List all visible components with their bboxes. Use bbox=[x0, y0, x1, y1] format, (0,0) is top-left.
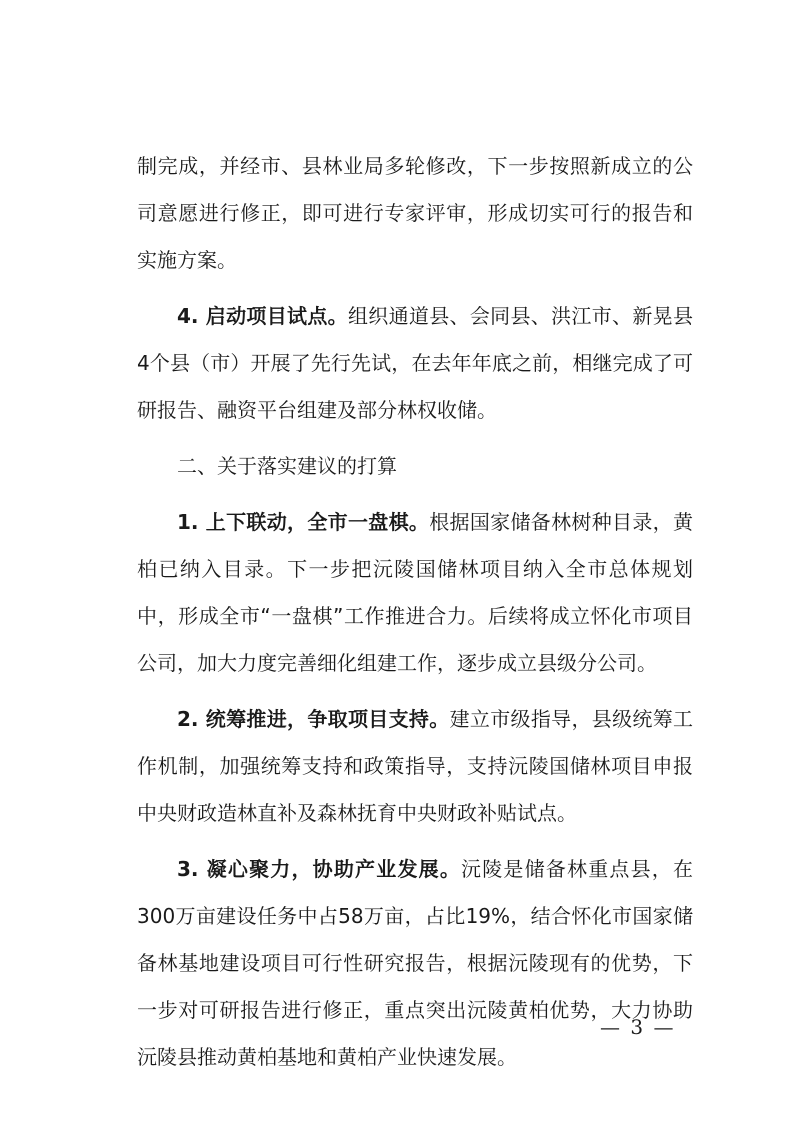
paragraph-lead: 4. 启动项目试点。 bbox=[177, 304, 348, 328]
document-body bbox=[137, 143, 693, 1090]
paragraph-lead: 3. 凝心聚力，协助产业发展。 bbox=[177, 857, 462, 881]
paragraph-text: 根据国家储备林树种目录，黄柏已纳入目录。下一步把沅陵国储林项目纳入全市总体规划中，形成全市“一盘棋”工作推进合力。后续将成立怀化市项目公司，加大力度完善细化组建工作，逐步成立县级分公司。 bbox=[137, 510, 693, 675]
paragraph-text: 沅陵是储备林重点县，在300万亩建设任务中占58万亩，占比19%，结合怀化市国家储备林基地建设项目可行性研究报告，根据沅陵现有的优势，下一步对可研报告进行修正，重点突出沅陵黄柏优势，大力协助沅陵县推动黄柏基地和黄柏产业快速发展。 bbox=[137, 857, 693, 1069]
paragraph-item-2 bbox=[137, 696, 693, 837]
paragraph-lead: 1. 上下联动，全市一盘棋。 bbox=[177, 510, 430, 534]
paragraph-text: 组织通道县、会同县、洪江市、新晃县4个县（市）开展了先行先试，在去年年底之前，相继完成了可研报告、融资平台组建及部分林权收储。 bbox=[137, 304, 693, 422]
paragraph-continued bbox=[137, 143, 693, 284]
paragraph-item-3 bbox=[137, 846, 693, 1081]
section-heading-text: 二、关于落实建议的打算 bbox=[177, 454, 397, 478]
section-heading bbox=[137, 443, 693, 490]
paragraph-text: 建立市级指导，县级统筹工作机制，加强统筹支持和政策指导，支持沅陵国储林项目申报中央财政造林直补及森林抚育中央财政补贴试点。 bbox=[137, 707, 694, 825]
page-number: — 3 — bbox=[600, 1015, 676, 1039]
paragraph-item-4 bbox=[137, 293, 693, 434]
paragraph-item-1 bbox=[137, 499, 693, 687]
paragraph-text: 制完成，并经市、县林业局多轮修改，下一步按照新成立的公司意愿进行修正，即可进行专家评审，形成切实可行的报告和实施方案。 bbox=[137, 154, 693, 272]
paragraph-lead: 2. 统筹推进，争取项目支持。 bbox=[177, 707, 450, 731]
